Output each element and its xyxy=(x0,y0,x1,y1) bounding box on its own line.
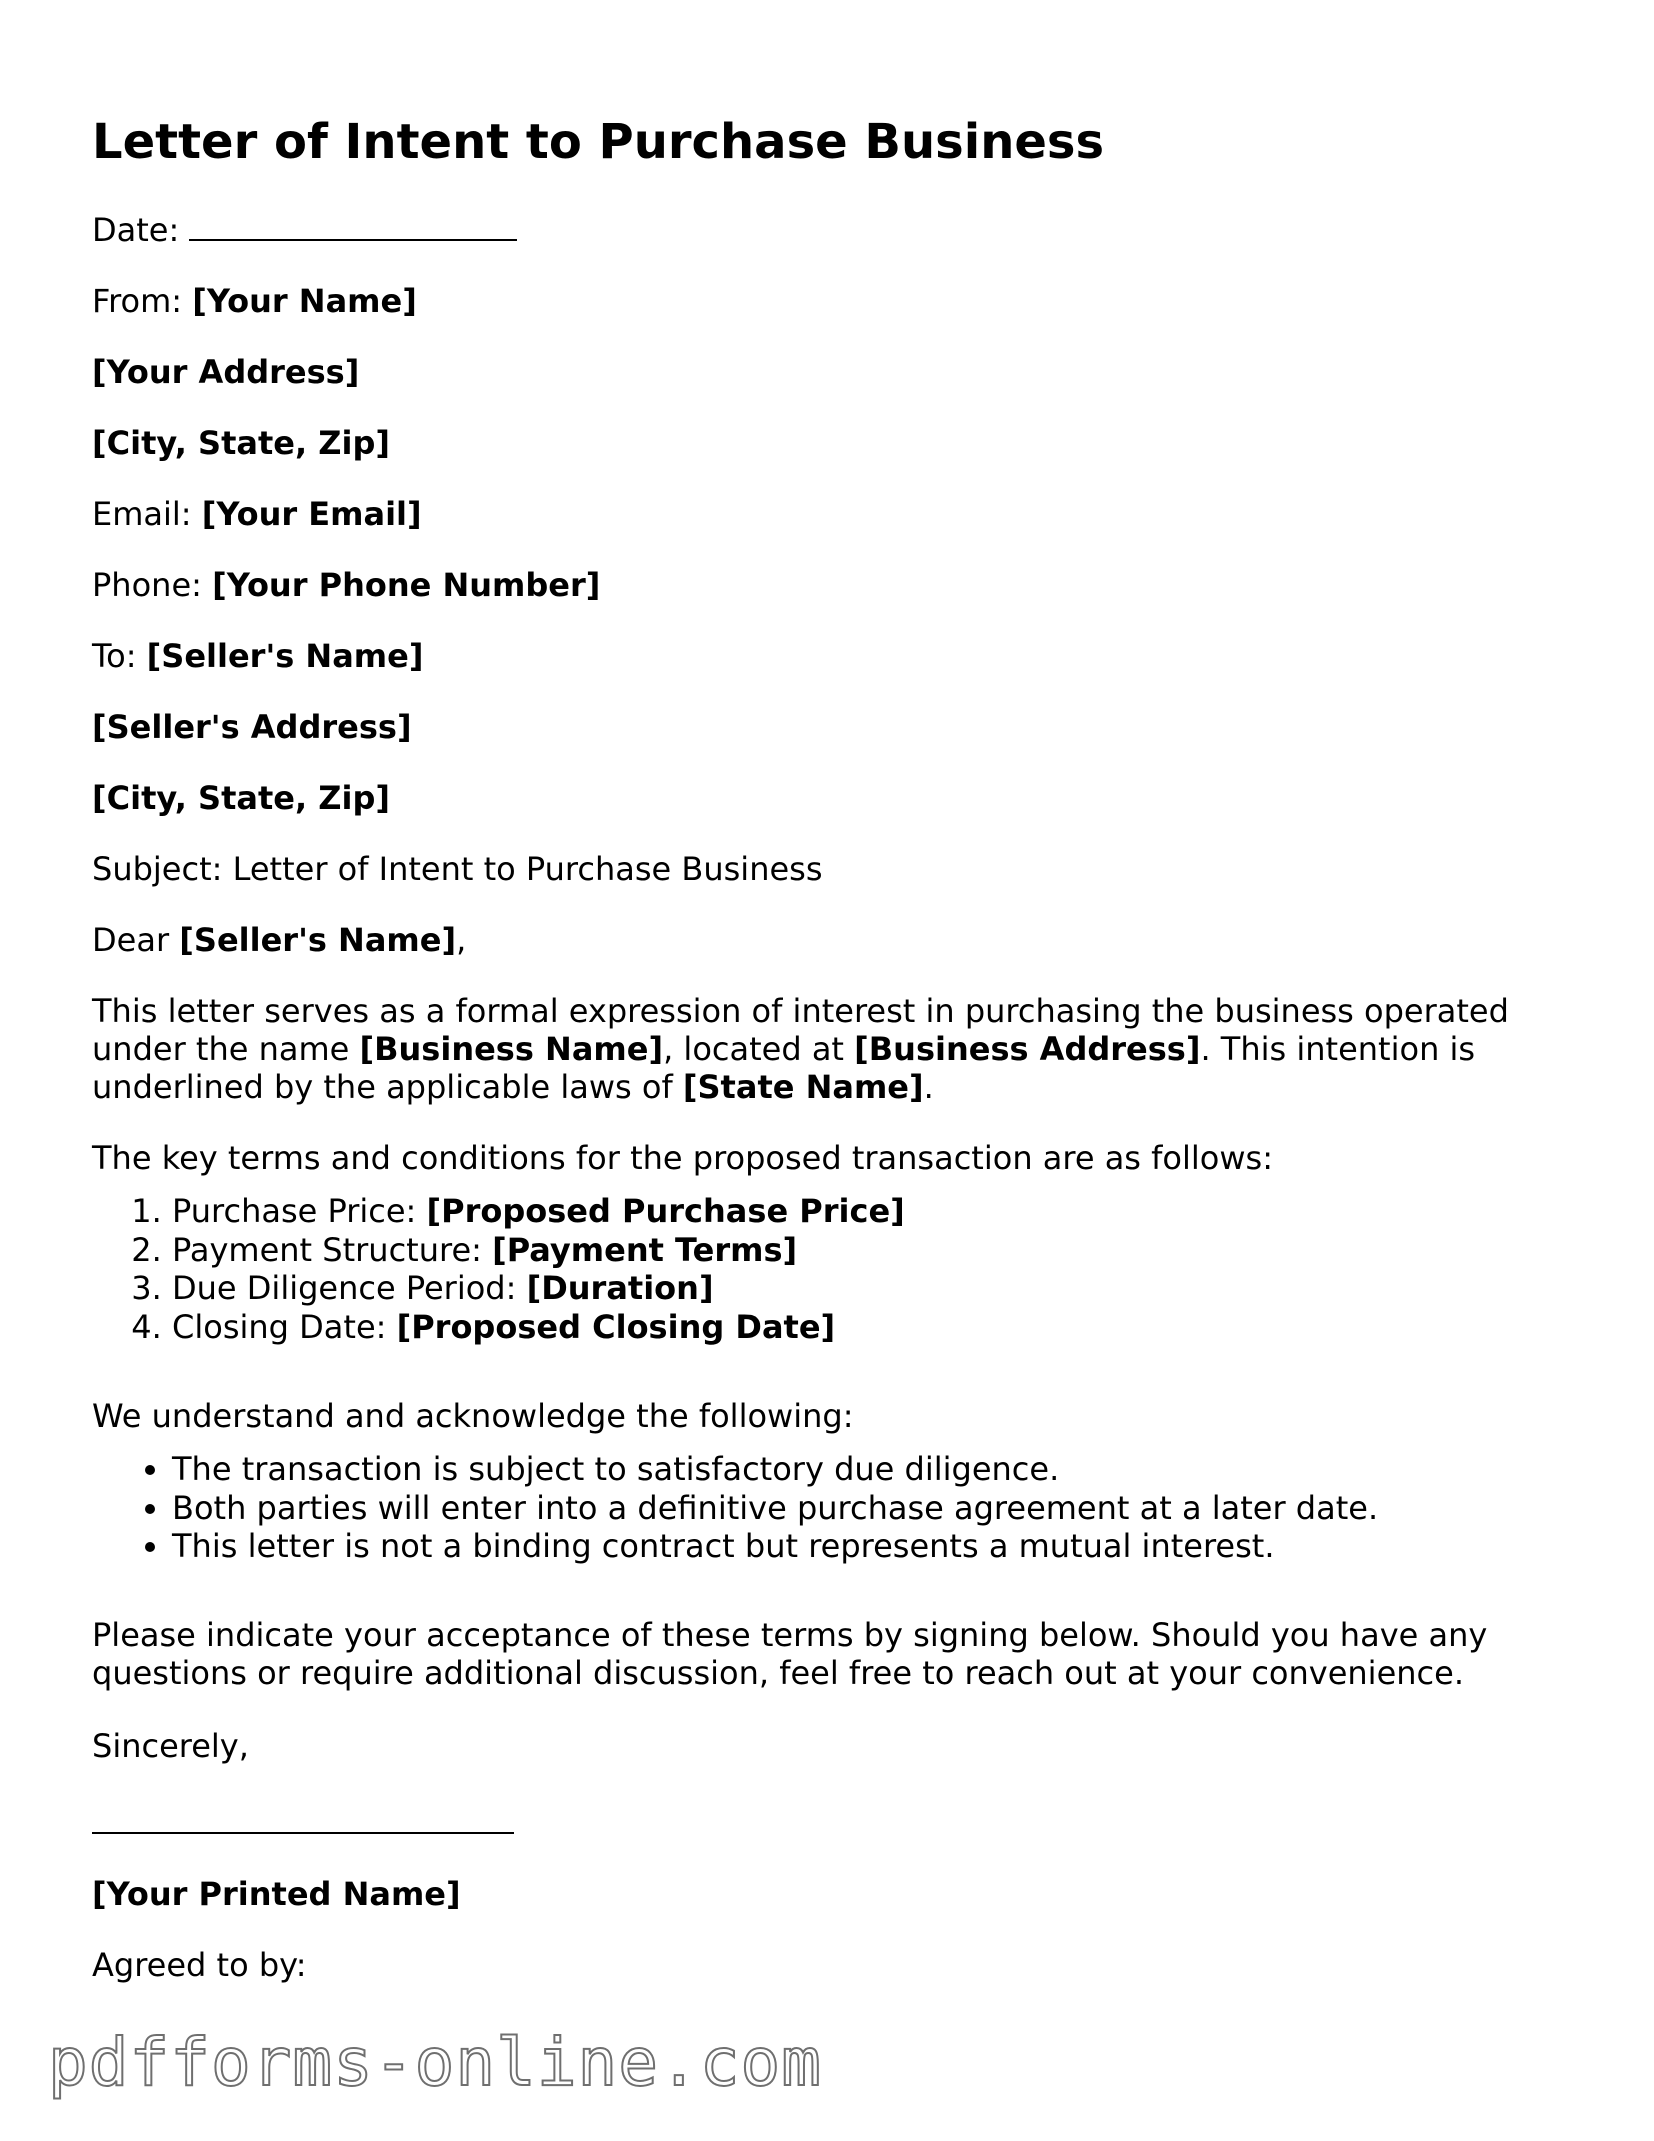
salutation-dear: Dear xyxy=(92,921,170,959)
seller-city-text: [City, State, Zip] xyxy=(92,779,390,817)
from-label: From: xyxy=(92,282,183,320)
list-item xyxy=(172,1269,905,1308)
list-item xyxy=(172,1308,905,1347)
to-label: To: xyxy=(92,637,137,675)
subject-line: Subject: Letter of Intent to Purchase Business xyxy=(92,850,823,888)
phone-label: Phone: xyxy=(92,566,202,604)
salutation-name: [Seller's Name] xyxy=(179,921,457,959)
from-name: [Your Name] xyxy=(192,282,417,320)
watermark: pdfforms-online.com xyxy=(48,2024,822,2101)
sign-off: Sincerely, xyxy=(92,1727,249,1765)
from-line xyxy=(92,282,417,320)
intro-text-3: . This intention is underlined by the applicable laws of xyxy=(92,1030,1476,1106)
date-line xyxy=(92,211,517,249)
closing-paragraph: Please indicate your acceptance of these terms by signing below. Should you have any questions or require additional discussion, feel free to reach out at your convenience. xyxy=(92,1616,1488,1692)
ack-intro: We understand and acknowledge the following: xyxy=(92,1397,854,1435)
to-name: [Seller's Name] xyxy=(146,637,424,675)
intro-text-2: , located at xyxy=(663,1030,844,1068)
list-item: • This letter is not a binding contract but represents a mutual interest. xyxy=(172,1527,1378,1566)
list-item xyxy=(172,1192,905,1231)
phone-line xyxy=(92,566,600,604)
terms-intro: The key terms and conditions for the proposed transaction are as follows: xyxy=(92,1139,1273,1177)
document-title: Letter of Intent to Purchase Business xyxy=(92,114,1105,170)
list-item xyxy=(172,1231,905,1270)
term-value: [Payment Terms] xyxy=(492,1230,798,1269)
email-label: Email: xyxy=(92,495,192,533)
term-value: [Proposed Closing Date] xyxy=(396,1307,836,1346)
sender-city-text: [City, State, Zip] xyxy=(92,424,390,462)
list-item: • Both parties will enter into a definitive purchase agreement at a later date. xyxy=(172,1489,1378,1528)
term-value: [Duration] xyxy=(526,1269,714,1307)
acknowledgements-list xyxy=(92,1450,1378,1566)
intro-business-address: [Business Address] xyxy=(854,1030,1201,1068)
email-line xyxy=(92,495,422,533)
seller-address-text: [Seller's Address] xyxy=(92,708,412,746)
sender-address-text: [Your Address] xyxy=(92,353,360,391)
term-label: Purchase Price: xyxy=(172,1192,417,1230)
agreed-label: Agreed to by: xyxy=(92,1946,307,1984)
intro-business-name: [Business Name] xyxy=(359,1030,664,1068)
term-label: Closing Date: xyxy=(172,1307,387,1346)
date-blank[interactable] xyxy=(189,211,517,241)
phone-value: [Your Phone Number] xyxy=(212,566,601,604)
intro-paragraph xyxy=(92,992,1562,1106)
salutation xyxy=(92,921,466,959)
term-label: Due Diligence Period: xyxy=(172,1269,517,1307)
seller-city xyxy=(92,779,390,817)
salutation-comma: , xyxy=(456,921,467,959)
date-label: Date: xyxy=(92,211,180,249)
list-item: • The transaction is subject to satisfactory due diligence. xyxy=(172,1450,1378,1489)
email-value: [Your Email] xyxy=(201,495,422,533)
sender-city xyxy=(92,424,390,462)
intro-state-name: [State Name] xyxy=(682,1068,924,1106)
term-label: Payment Structure: xyxy=(172,1230,482,1269)
to-line xyxy=(92,637,423,675)
signature-line[interactable] xyxy=(92,1832,514,1834)
terms-list xyxy=(92,1192,905,1346)
printed-name-text: [Your Printed Name] xyxy=(92,1875,461,1913)
printed-name xyxy=(92,1875,461,1913)
sender-address xyxy=(92,353,359,391)
term-value: [Proposed Purchase Price] xyxy=(426,1192,905,1230)
seller-address xyxy=(92,708,412,746)
intro-text-1: This letter serves as a formal expression of interest in purchasing the business operated under the name xyxy=(92,992,1509,1068)
intro-text-4: . xyxy=(923,1068,934,1106)
